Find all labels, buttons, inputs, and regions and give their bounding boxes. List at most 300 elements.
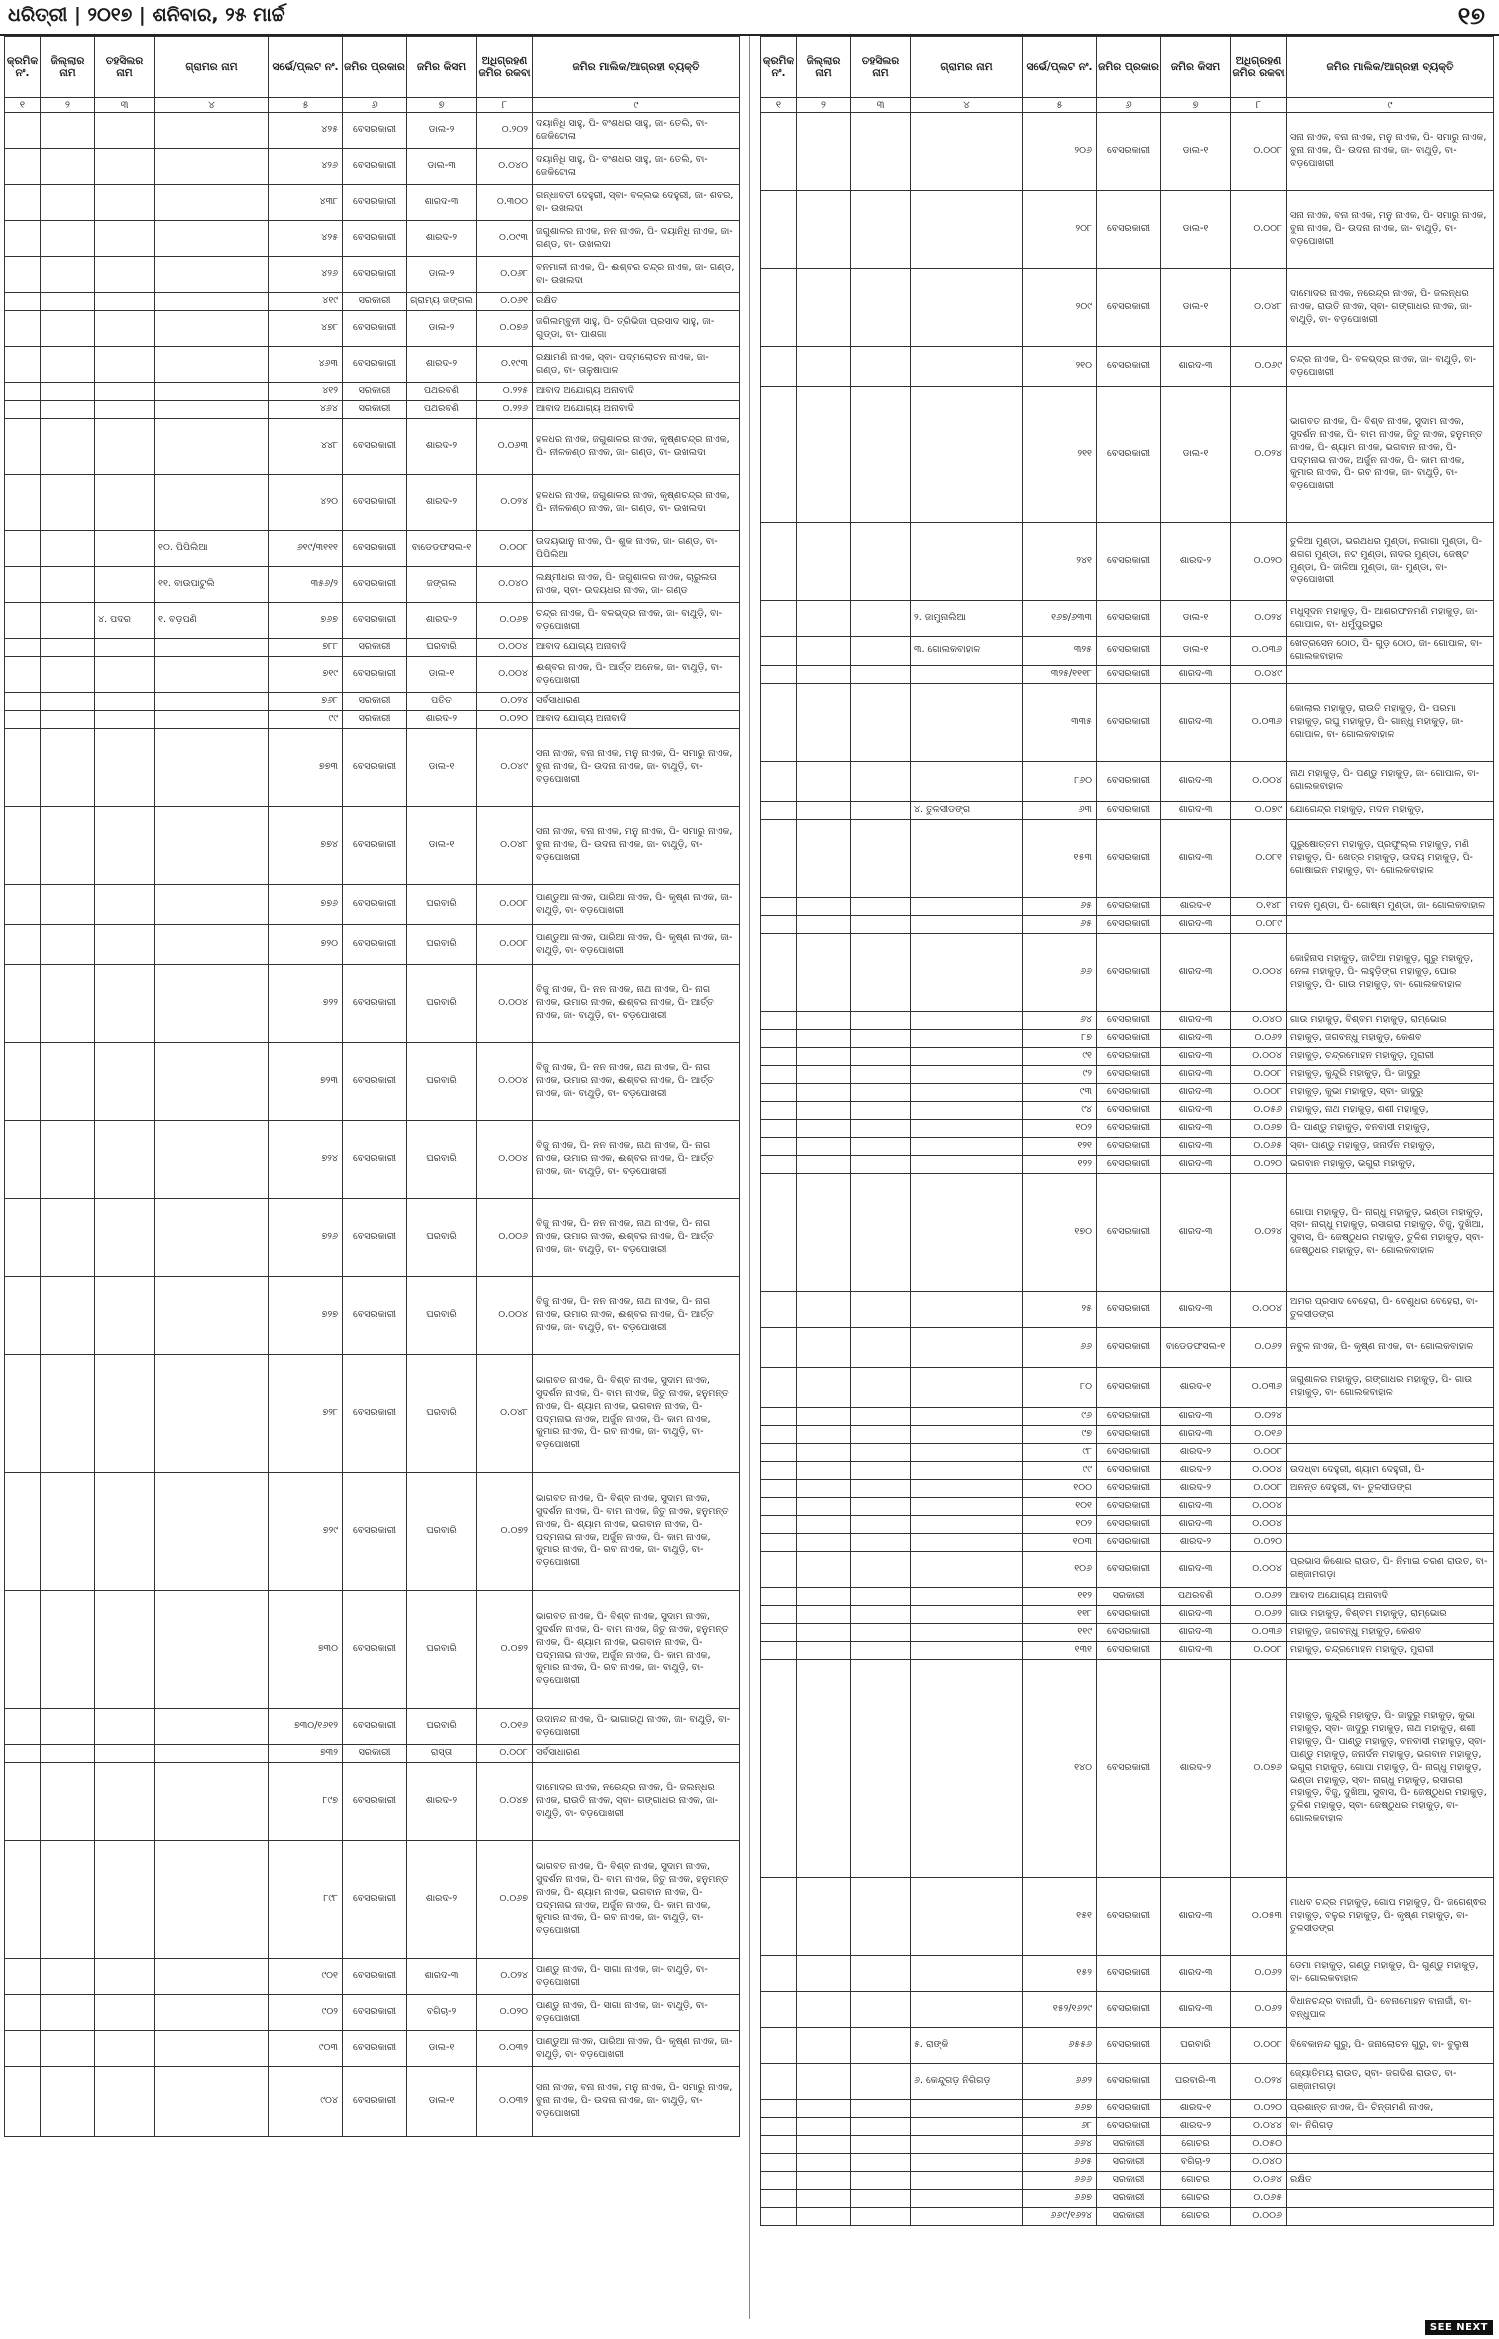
row-tahasil (851, 1461, 911, 1479)
row-area: ୦.୦୦୮ (1231, 113, 1287, 191)
row-serial (761, 1515, 797, 1533)
row-village (911, 1641, 1023, 1659)
row-owner: ଅନନ୍ତ ଦେହୁରୀ, ବା- ତୁଳସୀଡଙ୍ଗ (1287, 1479, 1494, 1497)
left-table-body (5, 113, 740, 2137)
row-plot: ୬୫୫୬ (1023, 2027, 1097, 2063)
row-village (911, 1155, 1023, 1173)
row-area: ୦.୦୭୨ (477, 1473, 533, 1591)
row-owner: ଉଦଧ୍ବା ଦେହୁରୀ, ଶ୍ୟାମ ଦେହୁରୀ, ପି- (1287, 1461, 1494, 1479)
row-plot: ୮୯୭ (269, 1763, 343, 1841)
row-village (911, 2135, 1023, 2153)
row-land-type: ବେସରକାରୀ (1097, 1407, 1161, 1425)
row-serial (761, 601, 797, 637)
row-tahasil (95, 1277, 155, 1355)
row-district (797, 1327, 851, 1367)
row-owner: ସ୍ବା- ପାଣ୍ଡୁ ମହାକୁଡ଼, ଜନାର୍ଦନ ମହାକୁଡ଼, (1287, 1137, 1494, 1155)
row-plot: ୯୩ (1023, 1083, 1097, 1101)
table-row (761, 1047, 1494, 1065)
row-village (911, 1083, 1023, 1101)
row-village: ୨. ଜାମୁନାଲିଆ (911, 601, 1023, 637)
row-district (797, 1155, 851, 1173)
table-row (5, 1745, 740, 1763)
table-row (761, 1497, 1494, 1515)
row-kisam: ଘରବାରି-୩ (1161, 2063, 1231, 2099)
row-owner: ସନା ନାଏକ, ବନା ନାଏକ, ମନୁ ନାଏକ, ପି- ସମାରୁ ନାଏକ, ବୁନା ନାଏକ, ପି- ଉଦନା ନାଏକ, ଜା- ବାଥୁଡ଼ି, ବା- ବଡ଼ପୋଖରୀ (1287, 191, 1494, 269)
col-header-kisam: ଜମିର କିସମ (1161, 37, 1231, 98)
row-serial (761, 1327, 797, 1367)
row-serial (761, 683, 797, 761)
row-area: ୦.୦୪୯ (477, 729, 533, 807)
row-tahasil (851, 915, 911, 933)
row-village (911, 1551, 1023, 1587)
row-district (41, 149, 95, 185)
col-header-serial: କ୍ରମିକ ନଂ. (761, 37, 797, 98)
row-kisam: ଶାରଦ-୩ (1161, 1605, 1231, 1623)
row-district (797, 2135, 851, 2153)
row-serial (5, 657, 41, 693)
row-area: ୦.୦୬୭ (477, 603, 533, 639)
row-tahasil (851, 761, 911, 801)
row-tahasil (95, 185, 155, 221)
row-village (155, 293, 269, 311)
col-number: ୪ (911, 98, 1023, 113)
row-plot: ୬୬୪ (1023, 2135, 1097, 2153)
row-village (155, 401, 269, 419)
row-area: ୦.୦୩୨ (477, 2067, 533, 2137)
row-plot: ୬୬୨ (1023, 2063, 1097, 2099)
row-tahasil (95, 1841, 155, 1959)
row-plot: ୩୨୫/୧୧୧୮ (1023, 665, 1097, 683)
row-district (797, 1137, 851, 1155)
table-row (5, 2067, 740, 2137)
row-serial (5, 419, 41, 475)
row-area: ୦.୦୪୦ (1231, 2153, 1287, 2171)
row-plot: ୭୭୬ (269, 885, 343, 925)
row-land-type: ସରକାରୀ (343, 639, 407, 657)
row-owner: ଆବାଦ ଯୋଗ୍ୟ ଅନାବାଦି (533, 639, 740, 657)
row-village (155, 185, 269, 221)
see-next-tag: SEE NEXT (1425, 2320, 1493, 2335)
row-district (41, 1121, 95, 1199)
row-plot: ୯୦୧ (269, 1959, 343, 1995)
row-village (155, 711, 269, 729)
table-row (761, 2171, 1494, 2189)
row-serial (5, 185, 41, 221)
row-land-type: ସରକାରୀ (343, 401, 407, 419)
row-village (911, 1065, 1023, 1083)
row-tahasil (851, 113, 911, 191)
row-area: ୦.୦୨୪ (1231, 387, 1287, 523)
row-owner: ଗନ୍ଧାବତୀ ଦେହୁରୀ, ସ୍ବା- ବଳ୍ଲଭ ଦେହୁରୀ, ଜା- ଶବର, ବା- ଉଖଲଦା (533, 185, 740, 221)
row-owner: ଦୟାନିଧି ସାହୁ, ପି- ବଂଶଧର ସାହୁ, ଜା- ତେଲି, ବା- ଜେକିଟୋଳା (533, 149, 740, 185)
row-plot: ୪୪୮ (269, 419, 343, 475)
row-district (41, 729, 95, 807)
row-owner: କୋଲାଲ ମହାକୁଡ଼, ରାଉତି ମହାକୁଡ଼, ପି- ପରମା ମହାକୁଡ଼, ରଘୁ ମହାକୁଡ଼, ପି- ଗାନ୍ଧୁ ମହାକୁଡ଼, ଜା- ଗୋପାଳ, ବା- ଗୋଲକବାହାଳ (1287, 683, 1494, 761)
row-plot: ୭୭୪ (269, 807, 343, 885)
row-village: ୧୧. ବାଉପାଟୁଲି (155, 567, 269, 603)
row-owner: ମାଧବ ଚନ୍ଦ୍ର ମହାକୁଡ଼, ଗୋପ ମହାକୁଡ଼, ପି- ଜଗେଶ୍ଵର ମହାକୁଡ଼, ବଳୁର ମହାକୁଡ଼, ପି- କୃଷ୍ଣ ମହାକୁଡ଼, ବା- ତୁଳସୀଡଙ୍ଗ (1287, 1877, 1494, 1955)
row-tahasil (851, 683, 911, 761)
row-serial (761, 387, 797, 523)
row-land-type: ବେସରକାରୀ (343, 885, 407, 925)
row-plot: ୭୨୮ (269, 1355, 343, 1473)
row-serial (761, 761, 797, 801)
table-row (5, 1709, 740, 1745)
row-tahasil (851, 897, 911, 915)
row-kisam: ଶାରଦ-୩ (1161, 1083, 1231, 1101)
row-village (911, 683, 1023, 761)
row-village (911, 1101, 1023, 1119)
row-owner: ଆବାଦ ଯୋଗ୍ୟ ଅନାବାଦି (533, 711, 740, 729)
row-plot: ୧୦୬ (1023, 1551, 1097, 1587)
row-village (911, 2189, 1023, 2207)
row-village (911, 1047, 1023, 1065)
row-tahasil (95, 1473, 155, 1591)
row-area: ୦.୦୨୪ (1231, 1407, 1287, 1425)
row-plot: ୭୩୦/୧୬୧୨ (269, 1709, 343, 1745)
row-kisam: ଡାଲ-୧ (407, 807, 477, 885)
row-kisam: ଶାରଦ-୨ (407, 1763, 477, 1841)
row-village (155, 221, 269, 257)
row-kisam: ଡାଲ-୩ (407, 149, 477, 185)
table-row (5, 807, 740, 885)
row-tahasil (851, 1065, 911, 1083)
row-district (41, 567, 95, 603)
row-village (911, 1479, 1023, 1497)
row-land-type: ବେସରକାରୀ (1097, 1641, 1161, 1659)
row-district (41, 419, 95, 475)
row-tahasil (851, 1955, 911, 1991)
row-kisam: ଶାରଦ-୨ (1161, 1479, 1231, 1497)
row-owner: ମହାକୁଡ଼, ଚନ୍ଦ୍ରମୋହନ ମହାକୁଡ଼, ମୁରାରୀ (1287, 1641, 1494, 1659)
row-serial (761, 2063, 797, 2099)
row-village (911, 1659, 1023, 1877)
row-district (797, 2189, 851, 2207)
row-serial (5, 347, 41, 383)
row-owner: ଡେମା ମହାକୁଡ଼, ଗଣ୍ଡୁ ମହାକୁଡ଼, ପି- ଗୁଣ୍ଡୁ ମହାକୁଡ଼, ବା- ଗୋଲକବାହାଳ (1287, 1955, 1494, 1991)
table-row (5, 419, 740, 475)
row-kisam: ଶାରଦ-୧ (1161, 897, 1231, 915)
row-kisam: ଶାରଦ-୩ (1161, 1291, 1231, 1327)
row-tahasil (851, 2027, 911, 2063)
row-area: ୦.୦୦୪ (1231, 761, 1287, 801)
row-village (911, 269, 1023, 347)
table-row (5, 1959, 740, 1995)
table-row (5, 1043, 740, 1121)
row-land-type: ବେସରକାରୀ (1097, 1083, 1161, 1101)
row-tahasil (851, 1155, 911, 1173)
table-row (5, 1121, 740, 1199)
row-village (911, 933, 1023, 1011)
row-district (797, 761, 851, 801)
row-village (155, 729, 269, 807)
row-village (155, 1121, 269, 1199)
row-area: ୦.୨୦୨ (477, 113, 533, 149)
table-row (5, 311, 740, 347)
row-owner: ବିବେକାନନ୍ଦ ଗୁରୁ, ପି- ଜନାଲୋଚନ ଗୁରୁ, ବା- ବୁଲୁଷ (1287, 2027, 1494, 2063)
row-plot: ୧୦୦ (1023, 1479, 1097, 1497)
row-tahasil (95, 1959, 155, 1995)
row-plot: ୩୩୫ (1023, 683, 1097, 761)
row-land-type: ବେସରକାରୀ (343, 419, 407, 475)
row-kisam: ଶାରଦ-୩ (1161, 347, 1231, 387)
col-number: ୫ (1023, 98, 1097, 113)
row-plot: ୩୫୬/୨ (269, 567, 343, 603)
row-owner: ରକ୍ଷାମଣି ନାଏକ, ସ୍ବା- ପଦ୍ମଲୋଚନ ନାଏକ, ଜା- ଗଣ୍ଡ, ବା- ତାଳୁଷାପାଳ (533, 347, 740, 383)
row-village (155, 347, 269, 383)
row-plot: ୬୫ (1023, 897, 1097, 915)
row-owner: ଜଗୁଶାଳର ନାଏକ, ନନ ନାଏକ, ପି- ଦୟାନିଧି ନାଏକ, ଜା- ଗଣ୍ଡ, ବା- ଉଖଲଦା (533, 221, 740, 257)
row-tahasil (851, 1515, 911, 1533)
row-village (911, 1011, 1023, 1029)
row-area: ୦.୦୨୦ (1231, 2099, 1287, 2117)
row-area: ୦.୦୧୬ (1231, 1425, 1287, 1443)
row-district (797, 915, 851, 933)
row-district (41, 1959, 95, 1995)
row-land-type: ବେସରକାରୀ (1097, 2027, 1161, 2063)
row-plot: ୭୨୪ (269, 1121, 343, 1199)
row-owner: ନାଥ ମହାକୁଡ଼, ପି- ପଣ୍ଡୁ ମହାକୁଡ଼, ଜା- ଗୋପାଳ, ବା- ଗୋଲକବାହାଳ (1287, 761, 1494, 801)
row-village (911, 819, 1023, 897)
col-header-village: ଗ୍ରାମର ନାମ (155, 37, 269, 98)
row-plot: ୧୨୧ (1023, 1137, 1097, 1155)
row-area: ୦.୦୭୬ (1231, 1659, 1287, 1877)
row-village (911, 523, 1023, 601)
row-plot: ୧୫୩ (1023, 819, 1097, 897)
row-owner: ଗାଉ ମହାକୁଡ଼, ବିଶ୍ବମ ମହାକୁଡ଼, ରାମ୍ଭୋର (1287, 1605, 1494, 1623)
row-village (155, 383, 269, 401)
row-owner (1287, 915, 1494, 933)
row-tahasil (851, 1425, 911, 1443)
row-district (797, 2117, 851, 2135)
row-owner: ପାଣ୍ଡୁଆ ନାଏକ, ପାରିଆ ନାଏକ, ପି- କୃଷ୍ଣ ନାଏକ, ଜା- ବାଥୁଡ଼ି, ବା- ବଡ଼ପୋଖରୀ (533, 2031, 740, 2067)
row-district (41, 1995, 95, 2031)
row-village: ୧୦. ପିପିଲିଆ (155, 531, 269, 567)
row-land-type: ବେସରକାରୀ (1097, 801, 1161, 819)
row-kisam: ଗୋଚର (1161, 2135, 1231, 2153)
row-land-type: ବେସରକାରୀ (1097, 1047, 1161, 1065)
row-area: ୦.୦୦୮ (1231, 1479, 1287, 1497)
table-row (761, 2135, 1494, 2153)
row-plot: ୬୩ (1023, 801, 1097, 819)
col-number: ୮ (1231, 98, 1287, 113)
row-area: ୦.୦୪୮ (1231, 269, 1287, 347)
row-serial (5, 925, 41, 965)
row-owner: ବିଜୁ ନାଏକ, ପି- ନନ ନାଏକ, ନାଥ ନାଏକ, ପି- ନାଗ ନାଏକ, ଉମାର ନାଏକ, ଈଶ୍ବର ନାଏକ, ପି- ଆର୍ତ୍ତ ନାଏକ, ଜା- ବାଥୁଡ଼ି, ବା- ବଡ଼ପୋଖରୀ (533, 965, 740, 1043)
col-number: ୧ (761, 98, 797, 113)
row-owner: ଈଶ୍ବର ନାଏକ, ପି- ଆର୍ତ୍ତ ଅନେକ, ଜା- ବାଥୁଡ଼ି, ବା- ବଡ଼ପୋଖରୀ (533, 657, 740, 693)
row-area: ୦.୦୬୨ (1231, 1955, 1287, 1991)
row-serial (761, 933, 797, 1011)
col-number: ୩ (95, 98, 155, 113)
table-row (5, 885, 740, 925)
row-kisam: ଡାଲ-୨ (407, 113, 477, 149)
row-district (797, 1011, 851, 1029)
row-plot: ୬୬୯/୧୬୨୪ (1023, 2207, 1097, 2225)
row-district (41, 257, 95, 293)
row-area: ୦.୦୦୪ (1231, 1551, 1287, 1587)
row-serial (761, 2207, 797, 2225)
row-serial (761, 1623, 797, 1641)
row-serial (761, 665, 797, 683)
row-owner: ପି- ପାଣ୍ଡୁ ମହାକୁଡ଼, ବନବାସୀ ମହାକୁଡ଼, (1287, 1119, 1494, 1137)
row-serial (761, 1101, 797, 1119)
table-row (761, 2153, 1494, 2171)
row-plot: ୧୭୦ (1023, 1173, 1097, 1291)
row-district (797, 1991, 851, 2027)
row-land-type: ସରକାରୀ (1097, 2171, 1161, 2189)
row-kisam: ଶାରଦ-୧ (1161, 2099, 1231, 2117)
row-kisam: ଗୋଚର (1161, 2189, 1231, 2207)
row-village (911, 113, 1023, 191)
row-kisam: ଶାରଦ-୧ (1161, 1367, 1231, 1407)
row-land-type: ବେସରକାରୀ (1097, 1551, 1161, 1587)
row-kisam: ଶାରଦ-୩ (1161, 1047, 1231, 1065)
row-area: ୦.୦୦୪ (1231, 1515, 1287, 1533)
row-serial (761, 1641, 797, 1659)
row-land-type: ବେସରକାରୀ (343, 2067, 407, 2137)
row-kisam: ଶାରଦ-୨ (1161, 1443, 1231, 1461)
row-area: ୦.୦୬୨ (1231, 1327, 1287, 1367)
row-district (797, 683, 851, 761)
row-plot: ୪୨୬ (269, 149, 343, 185)
row-village (911, 761, 1023, 801)
row-plot: ୨୦୮ (1023, 191, 1097, 269)
row-kisam: ଶାରଦ-୩ (1161, 1425, 1231, 1443)
table-row (761, 1407, 1494, 1425)
table-row (761, 1101, 1494, 1119)
row-owner: ଚନ୍ଦ୍ର ନାଏକ, ପି- ବଳଭ୍ଦ୍ର ନାଏକ, ଜା- ବାଥୁଡ଼ି, ବା- ବଡ଼ପୋଖରୀ (1287, 347, 1494, 387)
col-header-village: ଗ୍ରାମର ନାମ (911, 37, 1023, 98)
row-plot: ୧୦୨ (1023, 1119, 1097, 1137)
row-village (155, 925, 269, 965)
col-number: ୯ (1287, 98, 1494, 113)
row-owner: ପାଣ୍ଡୁଆ ନାଏକ, ପାରିଆ ନାଏକ, ପି- କୃଷ୍ଣ ନାଏକ, ଜା- ବାଥୁଡ଼ି, ବା- ବଡ଼ପୋଖରୀ (533, 925, 740, 965)
row-owner: ପାଣ୍ଡୁଆ ନାଏକ, ପାରିଆ ନାଏକ, ପି- କୃଷ୍ଣ ନାଏକ, ଜା- ବାଥୁଡ଼ି, ବା- ବଡ଼ପୋଖରୀ (533, 885, 740, 925)
row-tahasil (851, 1587, 911, 1605)
table-row (5, 1841, 740, 1959)
row-district (41, 113, 95, 149)
row-kisam: ଶାରଦ-୨ (1161, 2117, 1231, 2135)
row-village (911, 2099, 1023, 2117)
col-number: ୧ (5, 98, 41, 113)
table-row (761, 523, 1494, 601)
row-kisam: ଡାଲ-୧ (1161, 601, 1231, 637)
row-area: ୦.୦୬୪ (1231, 2171, 1287, 2189)
row-district (797, 1659, 851, 1877)
row-land-type: ବେସରକାରୀ (343, 1763, 407, 1841)
row-district (797, 1119, 851, 1137)
row-village (911, 1443, 1023, 1461)
table-row (761, 601, 1494, 637)
row-village (155, 2067, 269, 2137)
row-land-type: ବେସରକାରୀ (1097, 1425, 1161, 1443)
row-village (911, 1327, 1023, 1367)
row-district (797, 2027, 851, 2063)
row-village (155, 149, 269, 185)
row-owner: ମହାକୁଡ଼, ଚନ୍ଦ୍ରମୋହନ ମହାକୁଡ଼, ମୁରାରୀ (1287, 1047, 1494, 1065)
row-plot: ୪୭୮ (269, 311, 343, 347)
row-plot: ୯୭ (1023, 1425, 1097, 1443)
row-plot: ୯୯ (269, 711, 343, 729)
row-district (41, 221, 95, 257)
col-header-land-type: ଜମିର ପ୍ରକାର (343, 37, 407, 98)
row-kisam: ଶାରଦ-୩ (1161, 1955, 1231, 1991)
row-serial (5, 531, 41, 567)
row-plot: ୧୦୨ (1023, 1515, 1097, 1533)
row-land-type: ବେସରକାରୀ (1097, 1533, 1161, 1551)
row-plot: ୧୧୮ (1023, 1605, 1097, 1623)
row-serial (761, 1155, 797, 1173)
row-owner: ଦାମୋଦର ନାଏକ, ନରେନ୍ଦ୍ର ନାଏକ, ପି- ଜଲନ୍ଧର ନାଏକ, ରାଉତି ନାଏକ, ସ୍ବା- ଗଙ୍ଗାଧର ନାଏକ, ଜା- ବାଥୁଡ଼ି, ବା- ବଡ଼ପୋଖରୀ (1287, 269, 1494, 347)
row-plot: ୪୨୫ (269, 113, 343, 149)
table-row (761, 1327, 1494, 1367)
row-area: ୦.୦୫୩ (1231, 1877, 1287, 1955)
row-village (911, 2207, 1023, 2225)
row-plot: ୯୮ (1023, 1443, 1097, 1461)
row-tahasil (851, 1443, 911, 1461)
row-serial (761, 2099, 797, 2117)
row-district (41, 1277, 95, 1355)
row-area: ୦.୦୪୦ (1231, 1011, 1287, 1029)
row-serial (761, 191, 797, 269)
row-serial (5, 1763, 41, 1841)
row-owner: ମଧୁସୂଦନ ମହାକୁଡ଼, ପି- ଆଶରଫନମଣି ମହାକୁଡ଼, ଜା- ଗୋପାଳ, ବା- ଧର୍ମୁପୁରସ୍ଥର (1287, 601, 1494, 637)
row-serial (5, 221, 41, 257)
row-kisam: ଜଙ୍ଗଲ (407, 567, 477, 603)
row-plot: ୬୬୫ (1023, 2153, 1097, 2171)
row-tahasil (95, 657, 155, 693)
row-serial (761, 1461, 797, 1479)
row-land-type: ବେସରକାରୀ (1097, 761, 1161, 801)
row-land-type: ବେସରକାରୀ (1097, 683, 1161, 761)
row-owner (1287, 1515, 1494, 1533)
col-number: ୪ (155, 98, 269, 113)
row-owner: ସର୍ବସାଧାରଣ (533, 1745, 740, 1763)
table-row (5, 711, 740, 729)
row-land-type: ବେସରକାରୀ (343, 1473, 407, 1591)
row-land-type: ବେସରକାରୀ (343, 925, 407, 965)
row-owner (1287, 1497, 1494, 1515)
row-tahasil (95, 1995, 155, 2031)
table-row (761, 1083, 1494, 1101)
row-serial (5, 1473, 41, 1591)
row-area: ୦.୦୦୪ (1231, 1291, 1287, 1327)
row-owner: ମହାକୁଡ଼, ଜଗବନ୍ଧୁ ମହାକୁଡ଼, କେଶବ (1287, 1029, 1494, 1047)
row-owner: ହଳଧର ନାଏକ, ଜଗୁଶାଳର ନାଏକ, କୃଷ୍ଣଚନ୍ଦ୍ର ନାଏକ, ପି- ନୀଳକଣ୍ଠ ନାଏକ, ଜା- ଗଣ୍ଡ, ବା- ଉଖଲଦା (533, 475, 740, 531)
table-row (5, 965, 740, 1043)
table-row (5, 925, 740, 965)
row-tahasil (851, 269, 911, 347)
row-serial (761, 2171, 797, 2189)
row-kisam: ଶାରଦ-୩ (1161, 1407, 1231, 1425)
table-row (5, 567, 740, 603)
row-plot: ୪୧୯ (269, 293, 343, 311)
row-serial (5, 293, 41, 311)
row-kisam: ଘରବାରି (407, 965, 477, 1043)
row-serial (5, 965, 41, 1043)
row-land-type: ବେସରକାରୀ (1097, 933, 1161, 1011)
row-tahasil (851, 1083, 911, 1101)
row-village (911, 347, 1023, 387)
col-header-area: ଅଧିଗ୍ରହଣ ଜମିର ରକବା (477, 37, 533, 98)
row-serial (5, 1995, 41, 2031)
row-area: ୦.୨୨୬ (477, 401, 533, 419)
table-row (5, 347, 740, 383)
row-kisam: ଶାରଦ-୩ (1161, 1623, 1231, 1641)
row-area: ୦.୦୫୦ (1231, 2135, 1287, 2153)
col-number: ୫ (269, 98, 343, 113)
